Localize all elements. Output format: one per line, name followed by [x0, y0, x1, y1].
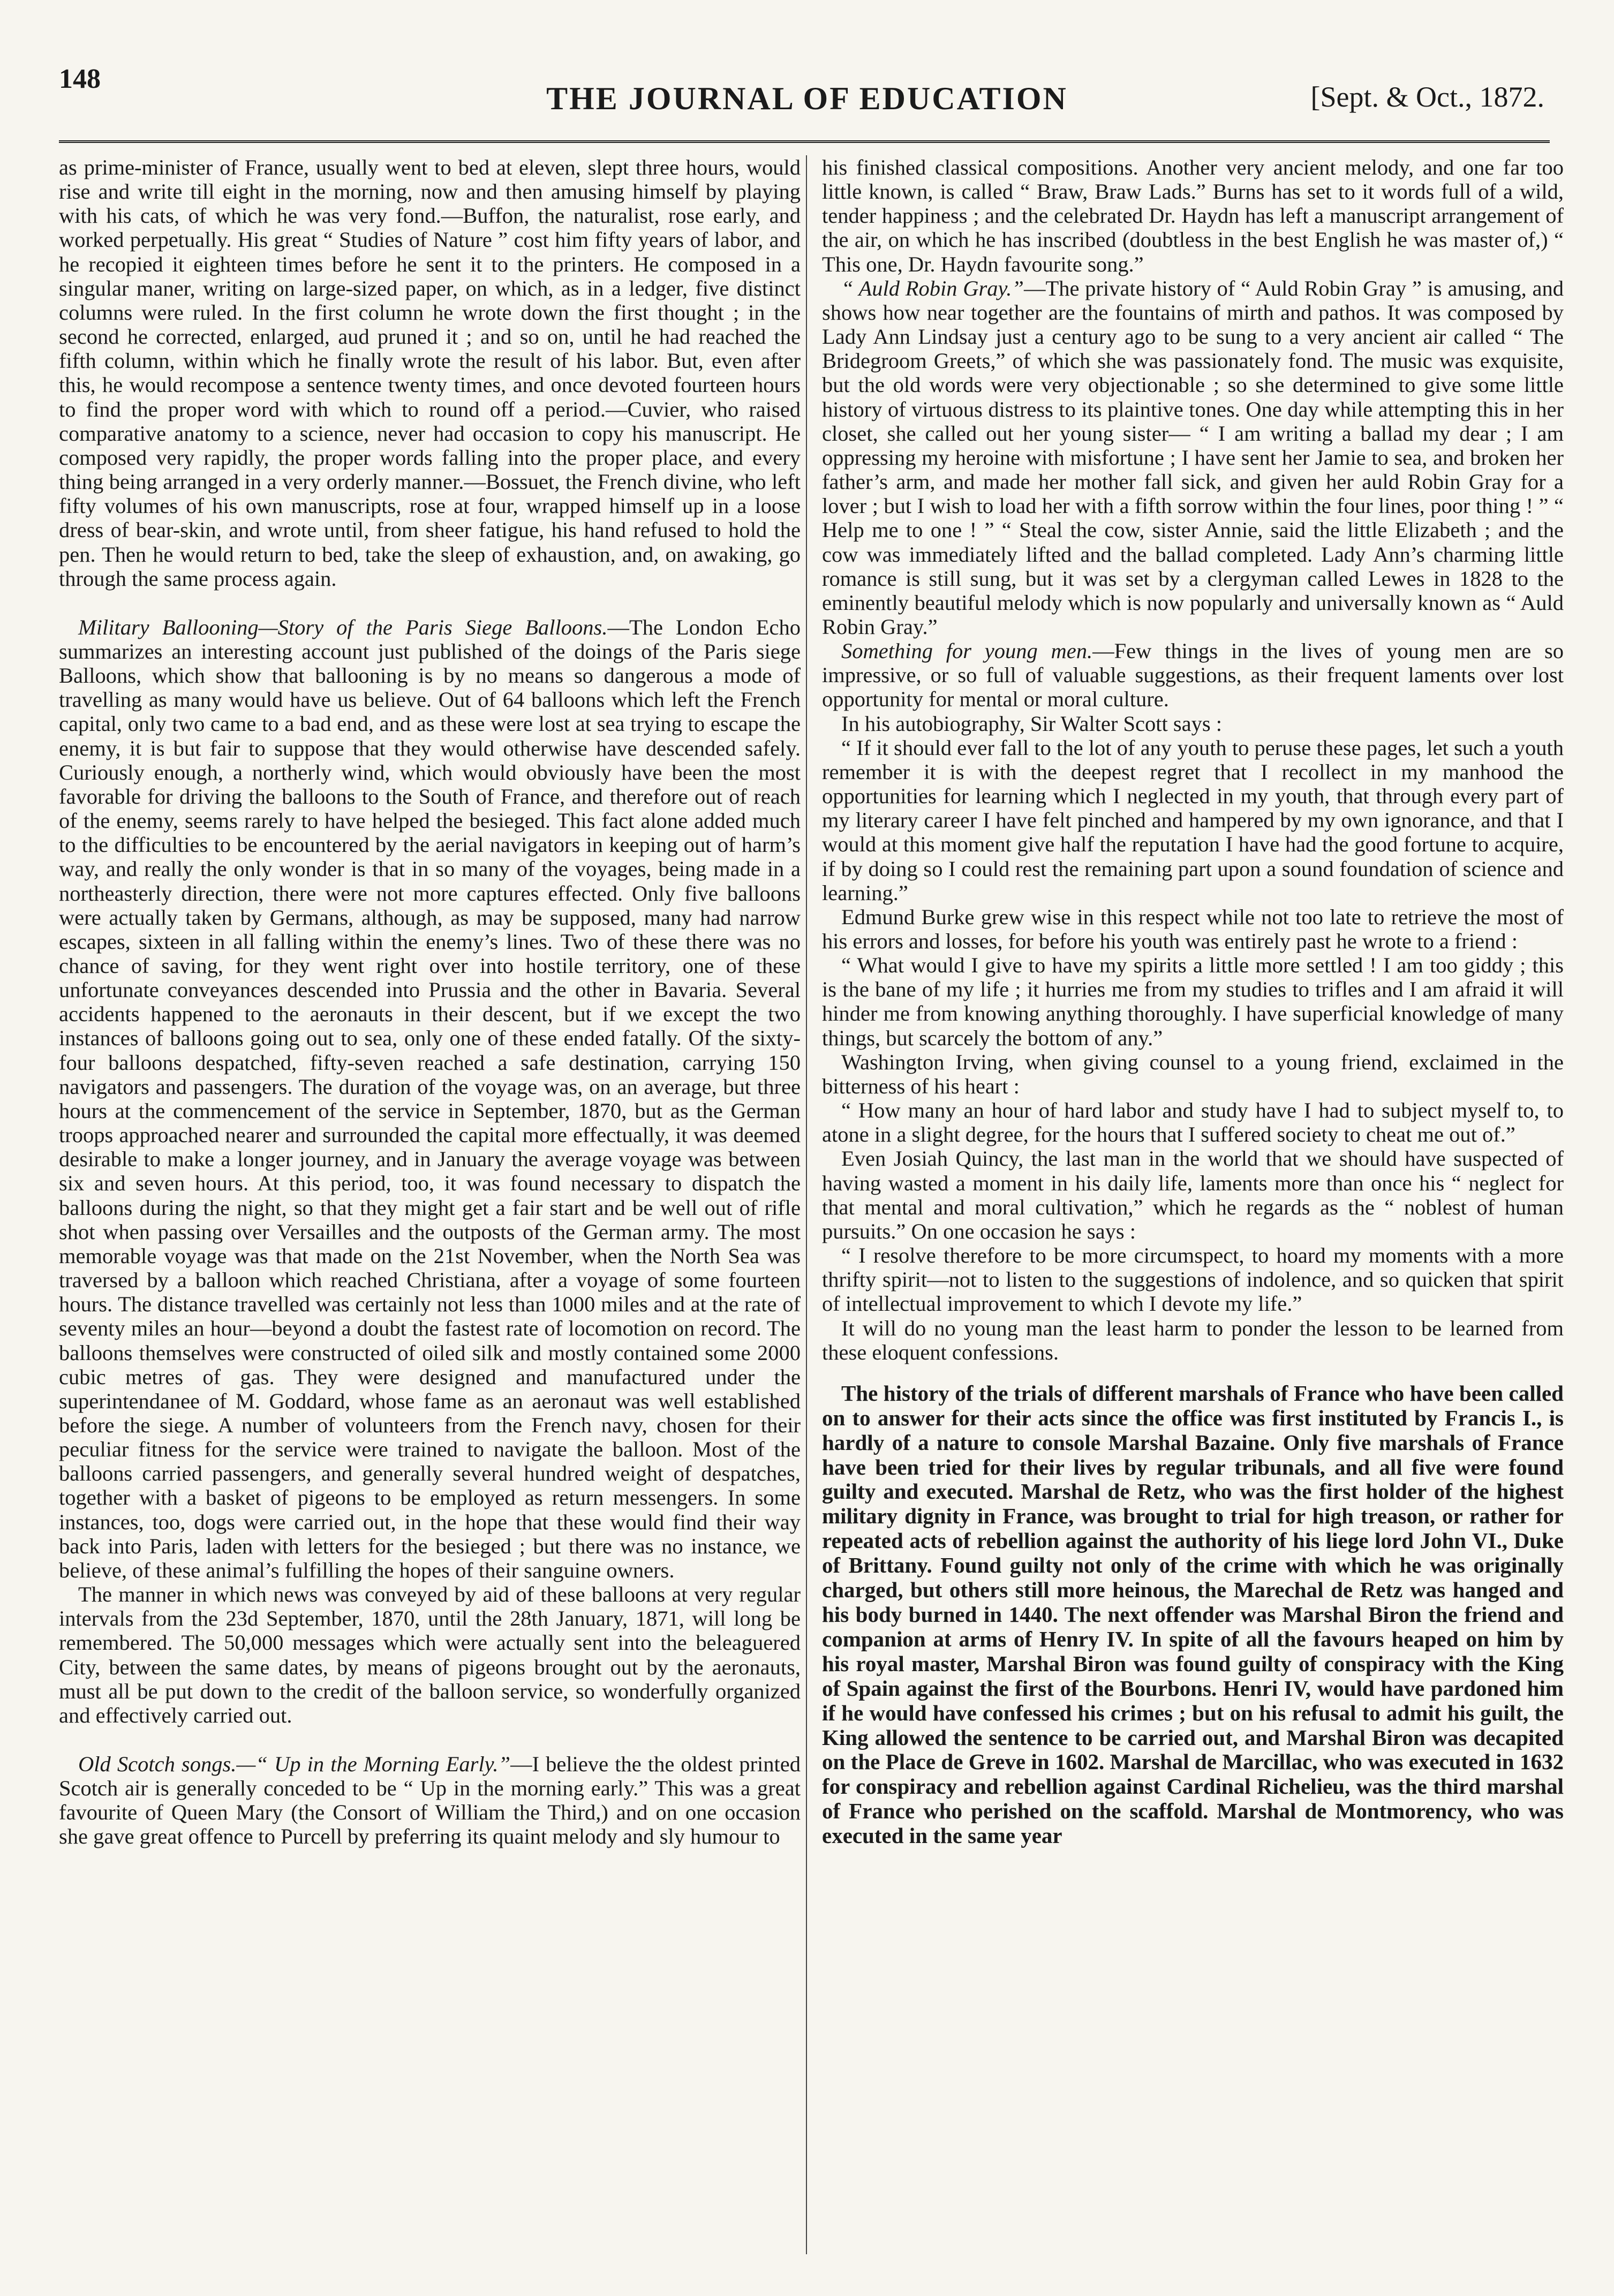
balloons-article: [59, 615, 801, 1582]
scotch-songs-continued: his finished classical compositions. Another very ancient melody, and one far too little known, is called “ Braw, Braw Lads.” Burns has set to it words full of a wild, tender happiness ; and the celebrated Dr. Haydn has left a manuscript arrangement of the air, on which he has inscribed (doubtless in the best English he was master of,) “ This one, Dr. Haydn favourite song.”: [822, 155, 1564, 276]
scotch-songs-title: Old Scotch songs.—“ Up in the Morning Early.”: [78, 1752, 511, 1776]
irving-intro: Washington Irving, when giving counsel to a young friend, exclaimed in the bitterness of his heart :: [822, 1049, 1564, 1098]
page-number: 148: [59, 64, 101, 94]
auld-robin-gray-article: [822, 276, 1564, 639]
young-men-article: [822, 639, 1564, 711]
writers-habits-paragraph: as prime-minister of France, usually went to bed at eleven, slept three hours, would rise and write till eight in the morning, now and then amusing himself by playing with his cats, of which he was very fond.—Buffon, the naturalist, rose early, and worked perpetually. His great “ Studies of Nature ” cost him fifty years of labor, and he recopied it eighteen times before he sent it to the printers. He composed in a singular maner, writing on large-sized paper, on which, as in a ledger, five distinct columns were ruled. In the first column he wrote down the first thought ; in the second he corrected, enlarged, aud pruned it ; and so on, until he had reached the fifth column, within which he finally wrote the result of his labor. But, even after this, he would recompose a sentence twenty times, and once devoted fourteen hours to find the proper word with which to round off a period.—Cuvier, who raised comparative anatomy to a science, never had occasion to copy his manuscript. He composed very rapidly, the proper words falling into the proper place, and every thing being arranged in a very orderly manner.—Bossuet, the French divine, who left fifty volumes of his own manuscripts, rose at four, wrapped himself up in a loose dress of bear-skin, and wrote until, from sheer fatigue, his hand refused to hold the pen. Then he would return to bed, take the sleep of exhaustion, and, on awaking, go through the same process again.: [59, 155, 801, 591]
header-rule: [59, 140, 1550, 143]
balloons-title: Military Ballooning—Story of the Paris Siege Balloons.: [78, 615, 608, 639]
scott-intro: In his autobiography, Sir Walter Scott says :: [841, 711, 1223, 736]
burke-quote: “ What would I give to have my spirits a little more settled ! I am too giddy ; this is the bane of my life ; it hurries me from my studies to trifles and I am afraid it will hinder me from knowing anything thoroughly. I have superficial knowledge of many things, but scarcely the bottom of any.”: [822, 953, 1564, 1050]
journal-title: THE JOURNAL OF EDUCATION: [546, 81, 1068, 116]
quincy-intro: Even Josiah Quincy, the last man in the world that we should have suspected of having wasted a moment in his daily life, laments more than once his “ neglect for that mental and moral cultivation,” which he regards as the “ noblest of human pursuits.” On one occasion he says :: [822, 1146, 1564, 1243]
burke-intro: Edmund Burke grew wise in this respect while not too late to retrieve the most of his errors and losses, for before his youth was entirely past he wrote to a friend :: [822, 904, 1564, 953]
right-column: [822, 155, 1564, 1848]
column-divider: [806, 155, 807, 2254]
young-men-title: Something for young men.: [841, 639, 1093, 663]
scott-quote: “ If it should ever fall to the lot of any youth to peruse these pages, let such a youth remember it is with the deepest regret that I recollect in my manhood the opportunities for learning which I neglected in my youth, that through every part of my literary career I have felt pinched and hampered by my own ignorance, and that I would at this moment give half the reputation I have had the good fortune to acquire, if by doing so I could rest the remaining part upon a sound foundation of science and learning.”: [822, 735, 1564, 905]
balloons-paragraph-2: The manner in which news was conveyed by aid of these balloons at very regular intervals from the 23d September, 1870, until the 28th January, 1871, will long be remembered. The 50,000 messages which were actually sent into the beleaguered City, between the same dates, by means of pigeons brought out by the aeronauts, must all be put down to the credit of the balloon service, so wonderfully organized and effectively carried out.: [59, 1582, 801, 1727]
irving-quote: “ How many an hour of hard labor and study have I had to subject myself to, to atone in a slight degree, for the hours that I suffered society to cheat me out of.”: [822, 1098, 1564, 1147]
auld-robin-gray-title: “ Auld Robin Gray.”: [841, 276, 1024, 300]
balloons-body: —The London Echo summarizes an interesting account just published of the doings of the Paris siege Balloons, which show that ballooning is by no means so dangerous a mode of travelling as many would have us believe. Out of 64 balloons which left the French capital, only two came to a bad end, and as these were lost at sea trying to escape the enemy, it is but fair to suppose that they would otherwise have descended safely. Curiously enough, a northerly wind, which would obviously have been the most favorable for driving the balloons to the South of France, and therefore out of reach of the enemy, seems rarely to have helped the besieged. This fact alone added much to the difficulties to be encountered by the aerial navigators in keeping out of harm’s way, and really the only wonder is that in so many of the voyages, being made in a northeasterly direction, there were not more captures effected. Only five balloons were actually taken by Germans, although, as may be supposed, many had narrow escapes, sixteen in all falling within the enemy’s lines. Two of these there was no chance of saving, for they went right over into hostile territory, one of these unfortunate conveyances descended into Prussia and the other in Bavaria. Several accidents happened to the aeronauts in their descent, but if we except the two instances of balloons going out to sea, only one of these ended fatally. Of the sixty-four balloons despatched, fifty-seven reached a safe destination, carrying 150 navigators and passengers. The duration of the voyage was, on an average, but three hours at the commencement of the service in September, 1870, but as the German troops approached nearer and surrounded the capital more effectually, it was deemed desirable to make a longer journey, and in January the average voyage was between six and seven hours. At this period, too, it was found necessary to dispatch the balloons during the night, so that they might get a fair start and be well out of rifle shot when passing over Versailles and the outposts of the German army. The most memorable voyage was that made on the 21st November, when the North Sea was traversed by a balloon which reached Christiana, after a voyage of some fourteen hours. The distance travelled was certainly not less than 1000 miles and at the rate of seventy miles an hour—beyond a doubt the fastest rate of locomotion on record. The balloons themselves were constructed of oiled silk and mostly contained some 2000 cubic metres of gas. They were designed and manufactured under the superintendanee of M. Goddard, whose fame as an aeronaut was well established before the siege. A number of volunteers from the French navy, chosen for their peculiar fitness for the service were trained to navigate the balloon. Most of the balloons carried passengers, and generally several hundred weight of despatches, together with a basket of pigeons to be employed as return messengers. In some instances, too, dogs were carried out, in the hope that these would find their way back into Paris, laden with letters for the besieged ; but there was no instance, we believe, of these animal’s fulfilling the hopes of their sanguine owners.: [59, 615, 801, 1582]
closing-paragraph: It will do no young man the least harm to ponder the lesson to be learned from these eloquent confessions.: [822, 1316, 1564, 1364]
issue-date: [Sept. & Oct., 1872.: [1310, 81, 1544, 113]
auld-robin-gray-body: —The private history of “ Auld Robin Gray ” is amusing, and shows how near together are the fountains of mirth and pathos. It was composed by Lady Ann Lindsay just a century ago to be sung to a very ancient air called “ The Bridegroom Greets,” of which she was passionately fond. The music was exquisite, but the old words were very objectionable ; so she determined to give some little history of virtuous distress to its plaintive tones. One day while attempting this in her closet, she called out her young sister— “ I am writing a ballad my dear ; I am oppressing my heroine with misfortune ; I have sent her Jamie to sea, and broken her father’s arm, and made her mother fall sick, and given her auld Robin Gray for a lover ; but I wish to load her with a fifth sorrow within the four lines, poor thing ! ” “ Help me to one ! ” “ Steal the cow, sister Annie, said the little Elizabeth ; and the cow was immediately lifted and the ballad completed. Lady Ann’s charming little romance is still sung, but it was set by a clergyman called Lewes in 1828 to the eminently beautiful melody which is now popularly and universally known as “ Auld Robin Gray.”: [822, 276, 1564, 639]
marshals-article: The history of the trials of different marshals of France who have been called on to answer for their acts since the office was first instituted by Francis I., is hardly of a nature to console Marshal Bazaine. Only five marshals of France have been tried for their lives by regular tribunals, and all five were found guilty and executed. Marshal de Retz, who was the first holder of the highest military dignity in France, was brought to trial for high treason, or rather for repeated acts of rebellion against the authority of his liege lord John VI., Duke of Brittany. Found guilty not only of the crime with which he was originally charged, but others still more heinous, the Marechal de Retz was hanged and his body burned in 1440. The next offender was Marshal Biron the friend and companion at arms of Henry IV. In spite of all the favours heaped on him by his royal master, Marshal Biron was found guilty of conspiracy with the King of Spain against the first of the Bourbons. Henri IV, would have pardoned him if he would have confessed his crimes ; but on his refusal to admit his guilt, the King allowed the sentence to be carried out, and Marshal Biron was decapited on the Place de Greve in 1602. Marshal de Marcillac, who was executed in 1632 for conspiracy and rebellion against Cardinal Richelieu, was the third marshal of France who perished on the scaffold. Marshal de Montmorency, who was executed in the same year: [822, 1380, 1564, 1848]
scotch-songs-body: —I believe the the oldest printed Scotch air is generally conceded to be “ Up in the morning early.” This was a great favourite of Queen Mary (the Consort of William the Third,) and on one occasion she gave great offence to Purcell by preferring its quaint melody and sly humour to: [59, 1752, 801, 1849]
quincy-quote: “ I resolve therefore to be more circumspect, to hoard my moments with a more thrifty spirit—not to listen to the suggestions of indolence, and so quicken that spirit of intellectual improvement to which I devote my life.”: [822, 1243, 1564, 1316]
left-column: [59, 155, 801, 1849]
young-men-body: —Few things in the lives of young men are so impressive, or so full of valuable suggestions, as their frequent laments over lost opportunity for mental or moral culture.: [822, 639, 1564, 712]
scotch-songs-article: [59, 1752, 801, 1849]
